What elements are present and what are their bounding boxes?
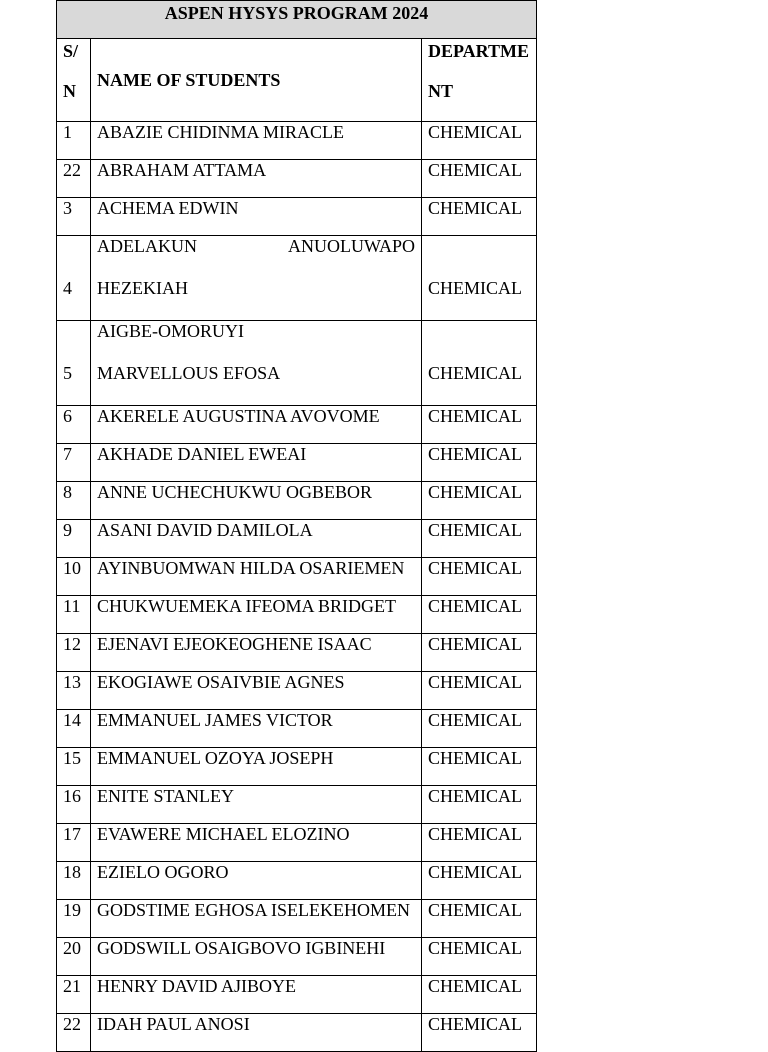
student-name-cell: ANNE UCHECHUKWU OGBEBOR <box>91 482 422 520</box>
department-cell: CHEMICAL <box>422 482 537 520</box>
student-name-cell: EVAWERE MICHAEL ELOZINO <box>91 824 422 862</box>
student-name-line: AIGBE-OMORUYI <box>97 321 244 341</box>
header-serial-number-line1: S/ <box>63 41 79 61</box>
serial-number-cell: 8 <box>57 482 91 520</box>
table-row <box>57 634 537 672</box>
table-row <box>57 321 537 406</box>
serial-number-cell: 20 <box>57 938 91 976</box>
table-row <box>57 938 537 976</box>
student-name-cell: ACHEMA EDWIN <box>91 198 422 236</box>
student-name-cell: EKOGIAWE OSAIVBIE AGNES <box>91 672 422 710</box>
serial-number-cell: 14 <box>57 710 91 748</box>
header-serial-number <box>57 39 91 122</box>
header-student-name: NAME OF STUDENTS <box>91 39 422 122</box>
table-row <box>57 786 537 824</box>
serial-number-cell: 12 <box>57 634 91 672</box>
serial-number-cell: 22 <box>57 1014 91 1052</box>
department-cell: CHEMICAL <box>422 444 537 482</box>
student-name-cell: IDAH PAUL ANOSI <box>91 1014 422 1052</box>
serial-number-cell: 7 <box>57 444 91 482</box>
department-cell: CHEMICAL <box>422 596 537 634</box>
student-name-cell: AKERELE AUGUSTINA AVOVOME <box>91 406 422 444</box>
student-name-cell <box>91 321 422 406</box>
table-row <box>57 862 537 900</box>
student-name-cell: ABAZIE CHIDINMA MIRACLE <box>91 122 422 160</box>
table-row <box>57 236 537 321</box>
department-cell: CHEMICAL <box>422 198 537 236</box>
student-name-cell: ENITE STANLEY <box>91 786 422 824</box>
table-row <box>57 672 537 710</box>
serial-number-cell: 16 <box>57 786 91 824</box>
department-cell: CHEMICAL <box>422 672 537 710</box>
department-cell: CHEMICAL <box>422 634 537 672</box>
table-row <box>57 558 537 596</box>
serial-number-cell: 13 <box>57 672 91 710</box>
student-name-line <box>97 236 415 278</box>
student-name-part: ANUOLUWAPO <box>288 236 415 256</box>
serial-number-cell: 1 <box>57 122 91 160</box>
table-row <box>57 1014 537 1052</box>
table-row <box>57 122 537 160</box>
header-department-line2: NT <box>428 81 454 101</box>
table-row <box>57 406 537 444</box>
student-name-cell: GODSWILL OSAIGBOVO IGBINEHI <box>91 938 422 976</box>
department-cell: CHEMICAL <box>422 406 537 444</box>
department-cell: CHEMICAL <box>422 976 537 1014</box>
department-cell: CHEMICAL <box>422 824 537 862</box>
student-name-part: ADELAKUN <box>97 236 197 256</box>
table-row <box>57 198 537 236</box>
header-serial-number-line2: N <box>63 81 76 101</box>
student-name-cell: HENRY DAVID AJIBOYE <box>91 976 422 1014</box>
department-cell: CHEMICAL <box>422 862 537 900</box>
table-title: ASPEN HYSYS PROGRAM 2024 <box>57 1 537 39</box>
table-row <box>57 596 537 634</box>
student-name-cell: EMMANUEL OZOYA JOSEPH <box>91 748 422 786</box>
department-cell: CHEMICAL <box>422 122 537 160</box>
student-name-cell: EMMANUEL JAMES VICTOR <box>91 710 422 748</box>
department-cell: CHEMICAL <box>422 160 537 198</box>
department-cell: CHEMICAL <box>422 558 537 596</box>
serial-number-cell: 9 <box>57 520 91 558</box>
student-name-cell <box>91 236 422 321</box>
table-row <box>57 482 537 520</box>
table-row <box>57 976 537 1014</box>
student-name-cell: EZIELO OGORO <box>91 862 422 900</box>
student-name-cell: AKHADE DANIEL EWEAI <box>91 444 422 482</box>
serial-number-cell: 4 <box>57 236 91 321</box>
student-name-cell: GODSTIME EGHOSA ISELEKEHOMEN <box>91 900 422 938</box>
student-name-line: MARVELLOUS EFOSA <box>97 363 281 383</box>
serial-number-cell: 18 <box>57 862 91 900</box>
table-row <box>57 824 537 862</box>
department-cell: CHEMICAL <box>422 900 537 938</box>
table-title-row <box>57 1 537 39</box>
table-row <box>57 160 537 198</box>
student-name-line: HEZEKIAH <box>97 278 188 298</box>
department-cell: CHEMICAL <box>422 1014 537 1052</box>
student-name-cell: AYINBUOMWAN HILDA OSARIEMEN <box>91 558 422 596</box>
department-cell: CHEMICAL <box>422 938 537 976</box>
department-cell: CHEMICAL <box>422 748 537 786</box>
serial-number-cell: 22 <box>57 160 91 198</box>
serial-number-cell: 3 <box>57 198 91 236</box>
serial-number-cell: 5 <box>57 321 91 406</box>
serial-number-cell: 17 <box>57 824 91 862</box>
table-header-row <box>57 39 537 122</box>
department-cell: CHEMICAL <box>422 520 537 558</box>
serial-number-cell: 10 <box>57 558 91 596</box>
table-row <box>57 520 537 558</box>
department-cell: CHEMICAL <box>422 710 537 748</box>
student-name-cell: EJENAVI EJEOKEOGHENE ISAAC <box>91 634 422 672</box>
serial-number-cell: 6 <box>57 406 91 444</box>
serial-number-cell: 19 <box>57 900 91 938</box>
table-row <box>57 710 537 748</box>
department-cell: CHEMICAL <box>422 321 537 406</box>
serial-number-cell: 11 <box>57 596 91 634</box>
table-row <box>57 748 537 786</box>
student-name-cell: ABRAHAM ATTAMA <box>91 160 422 198</box>
student-roster-table <box>56 0 537 1052</box>
department-cell: CHEMICAL <box>422 236 537 321</box>
serial-number-cell: 15 <box>57 748 91 786</box>
header-department <box>422 39 537 122</box>
header-department-line1: DEPARTME <box>428 41 530 61</box>
table-row <box>57 444 537 482</box>
student-name-cell: CHUKWUEMEKA IFEOMA BRIDGET <box>91 596 422 634</box>
department-cell: CHEMICAL <box>422 786 537 824</box>
serial-number-cell: 21 <box>57 976 91 1014</box>
table-row <box>57 900 537 938</box>
student-name-cell: ASANI DAVID DAMILOLA <box>91 520 422 558</box>
